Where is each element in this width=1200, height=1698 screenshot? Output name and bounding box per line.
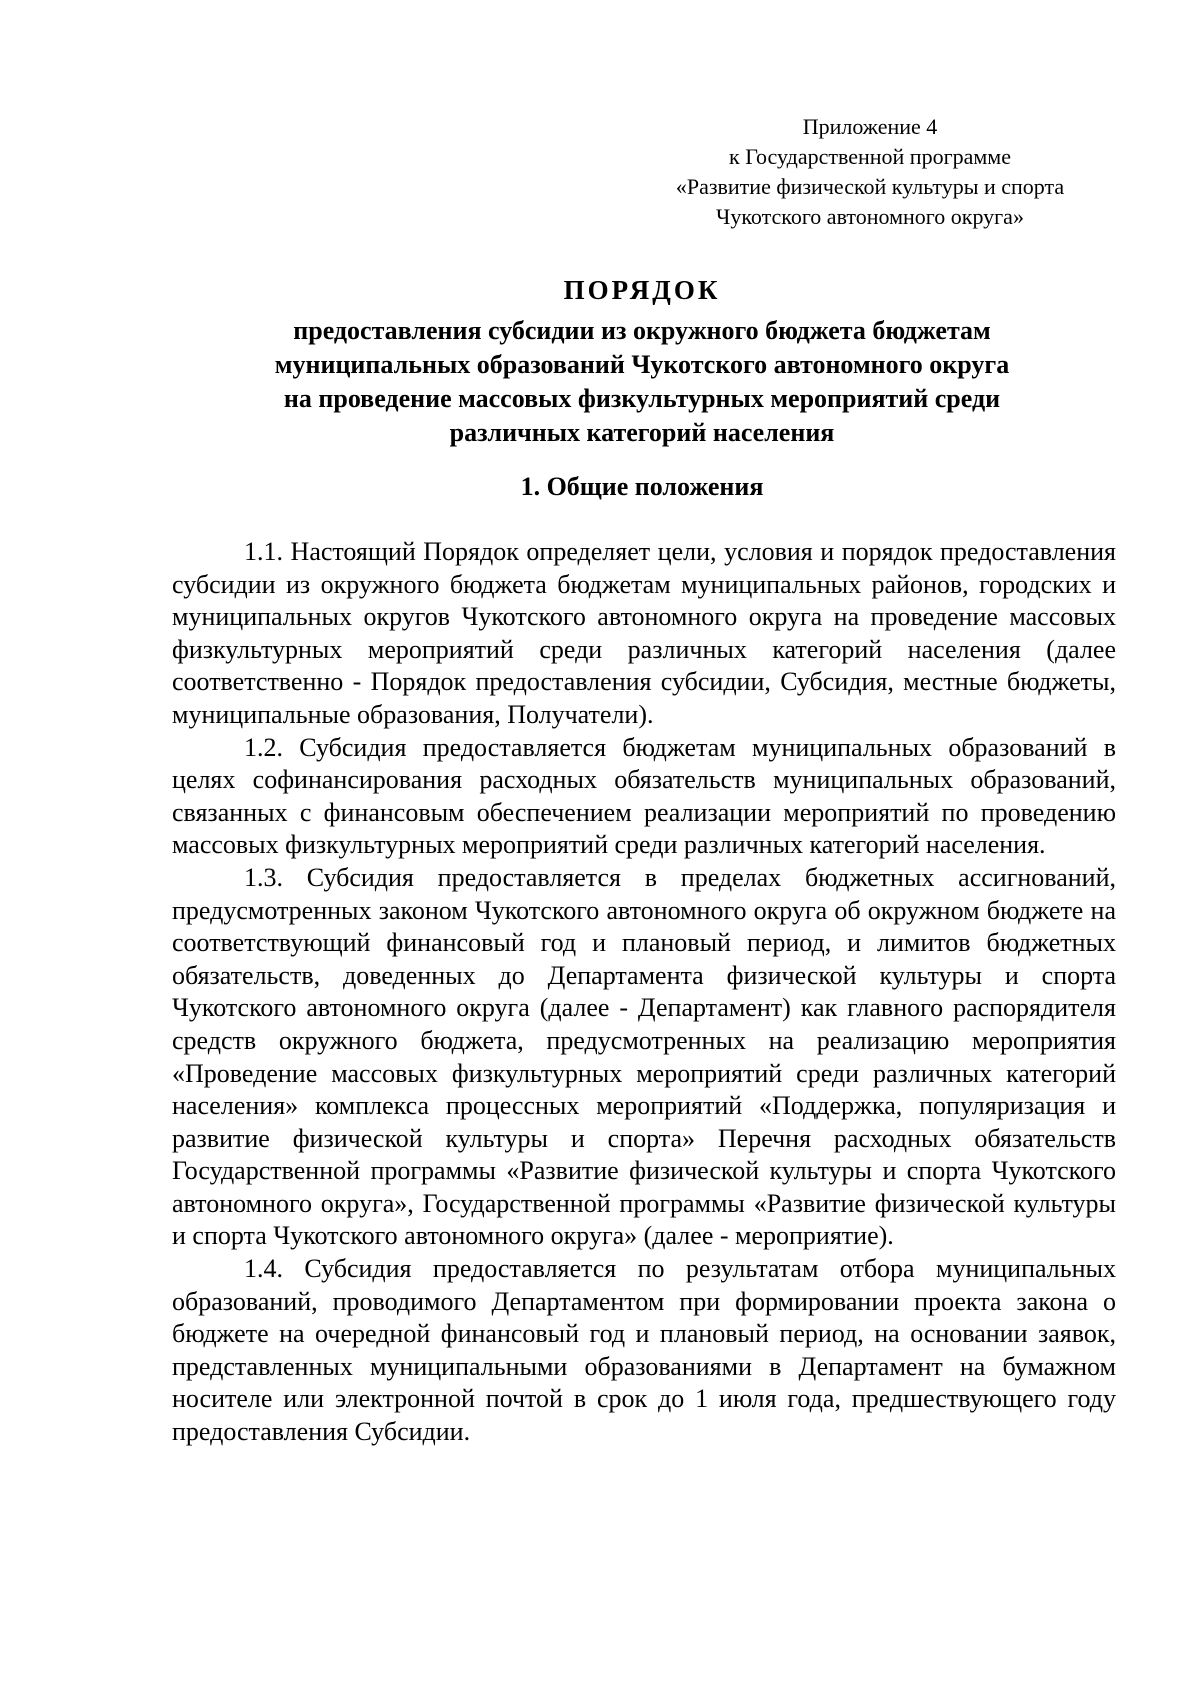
appendix-note: [660, 112, 1080, 232]
document-subtitle-line-2: муниципальных образований Чукотского автономного округа: [274, 350, 1010, 379]
appendix-line-program-name: «Развитие физической культуры и спорта: [675, 174, 1065, 199]
document-subtitle-line-4: различных категорий населения: [449, 418, 835, 447]
paragraph-1-1: 1.1. Настоящий Порядок определяет цели, условия и порядок предоставления субсидии из окружного бюджета бюджетам муниципальных районов, городских и муниципальных округов Чукотского автономного округа на проведение массовых физкультурных мероприятий среди различных категорий населения (далее соответственно - Порядок предоставления субсидии, Субсидия, местные бюджеты, муниципальные образования, Получатели).: [172, 537, 1116, 729]
appendix-line-number: Приложение 4: [802, 114, 938, 139]
appendix-line-program: к Государственной программе: [729, 144, 1011, 169]
document-subtitle-line-1: предоставления субсидии из окружного бюджета бюджетам: [293, 316, 991, 345]
section-body: [172, 536, 1116, 1449]
paragraph-1-2: 1.2. Субсидия предоставляется бюджетам муниципальных образований в целях софинансирования расходных обязательств муниципальных образований, связанных с финансовым обеспечением реализации мероприятий по проведению массовых физкультурных мероприятий среди различных категорий населения.: [172, 732, 1116, 860]
document-title-block: [172, 272, 1112, 450]
paragraph-1-4: 1.4. Субсидия предоставляется по результатам отбора муниципальных образований, проводимого Департаментом при формировании проекта закона о бюджете на очередной финансовый год и плановый период, на основании заявок, представленных муниципальными образованиями в Департамент на бумажном носителе или электронной почтой в срок до 1 июля года, предшествующего году предоставления Субсидии.: [172, 1254, 1116, 1447]
document-title: ПОРЯДОК: [563, 275, 721, 305]
appendix-line-region: Чукотского автономного округа»: [716, 204, 1024, 229]
section-heading: 1. Общие положения: [520, 472, 764, 501]
paragraph-1-3: 1.3. Субсидия предоставляется в пределах бюджетных ассигнований, предусмотренных законом Чукотского автономного округа об окружном бюджете на соответствующий финансовый год и плановый период, и лимитов бюджетных обязательств, доведенных до Департамента физической культуры и спорта Чукотского автономного округа (далее - Департамент) как главного распорядителя средств окружного бюджета, предусмотренных на реализацию мероприятия «Проведение массовых физкультурных мероприятий среди различных категорий населения» комплекса процессных мероприятий «Поддержка, популяризация и развитие физической культуры и спорта» Перечня расходных обязательств Государственной программы «Развитие физической культуры и спорта Чукотского автономного округа», Государственной программы «Развитие физической культуры и спорта Чукотского автономного округа» (далее - мероприятие).: [172, 862, 1116, 1251]
document-subtitle-line-3: на проведение массовых физкультурных мероприятий среди: [283, 384, 1001, 413]
